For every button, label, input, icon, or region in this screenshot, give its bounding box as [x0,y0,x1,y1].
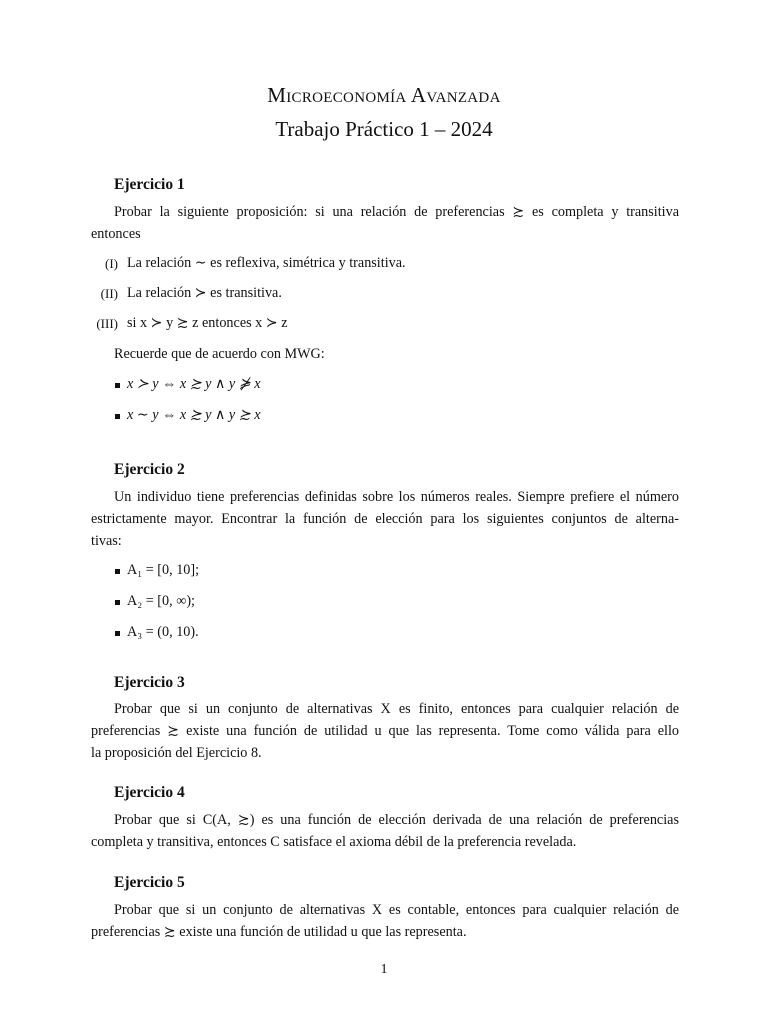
exercise-4-line-1: Probar que si C(A, ≿) es una función de elección derivada de una relación de preferencias [114,812,679,828]
exercise-4-line-2: completa y transitiva, entonces C satisface el axioma débil de la preferencia revelada. [91,834,577,850]
exercise-3-line-2: preferencias ≿ existe una función de utilidad u que las representa. Tome como válida para ello [91,723,679,739]
exercise-2-line-2: estrictamente mayor. Encontrar la función de elección para los siguientes conjuntos de alterna- [91,511,679,527]
exercise-5-heading: Ejercicio 5 [114,874,185,891]
bullet-marker [115,414,120,419]
bullet-item-text: x ≻ y ⇔ x ≿ y ∧ y ⋡ x [127,376,261,392]
enum-item-text: La relación ≻ es transitiva. [127,285,282,301]
enum-label: (I) [105,256,118,271]
bullet-item-text: x ∼ y ⇔ x ≿ y ∧ y ≿ x [127,407,261,423]
exercise-1-heading: Ejercicio 1 [114,176,185,193]
bullet-marker [115,383,120,388]
exercise-2-heading: Ejercicio 2 [114,461,185,478]
exercise-2-line-3: tivas: [91,533,122,549]
exercise-5-line-1: Probar que si un conjunto de alternativas X es contable, entonces para cualquier relación de [114,902,679,918]
exercise-2-line-1: Un individuo tiene preferencias definidas sobre los números reales. Siempre prefiere el número [114,489,679,505]
exercise-4-heading: Ejercicio 4 [114,784,185,801]
exercise-3-heading: Ejercicio 3 [114,674,185,691]
exercise-1-intro-line-1: Probar la siguiente proposición: si una relación de preferencias ≿ es completa y transitiva [114,204,679,220]
enum-label: (III) [96,316,118,331]
exercise-1-note: Recuerde que de acuerdo con MWG: [114,346,325,362]
bullet-marker [115,631,120,636]
enum-label: (II) [100,286,118,301]
exercise-5-line-2: preferencias ≿ existe una función de utilidad u que las representa. [91,924,467,940]
bullet-marker [115,600,120,605]
bullet-item-text: A₃ = (0, 10). [127,624,199,640]
page-number: 1 [380,962,388,977]
exercise-3-line-1: Probar que si un conjunto de alternativas X es finito, entonces para cualquier relación de [114,701,679,717]
bullet-marker [115,569,120,574]
exercise-1-intro-line-2: entonces [91,226,141,242]
document-title: Microeconomía Avanzada [267,83,501,107]
enum-item-text: si x ≻ y ≿ z entonces x ≻ z [127,315,288,331]
exercise-3-line-3: la proposición del Ejercicio 8. [91,745,262,761]
document-subtitle: Trabajo Práctico 1 – 2024 [275,117,493,141]
enum-item-text: La relación ∼ es reflexiva, simétrica y transitiva. [127,255,406,271]
bullet-item-text: A₂ = [0, ∞); [127,593,195,609]
bullet-item-text: A₁ = [0, 10]; [127,562,200,578]
